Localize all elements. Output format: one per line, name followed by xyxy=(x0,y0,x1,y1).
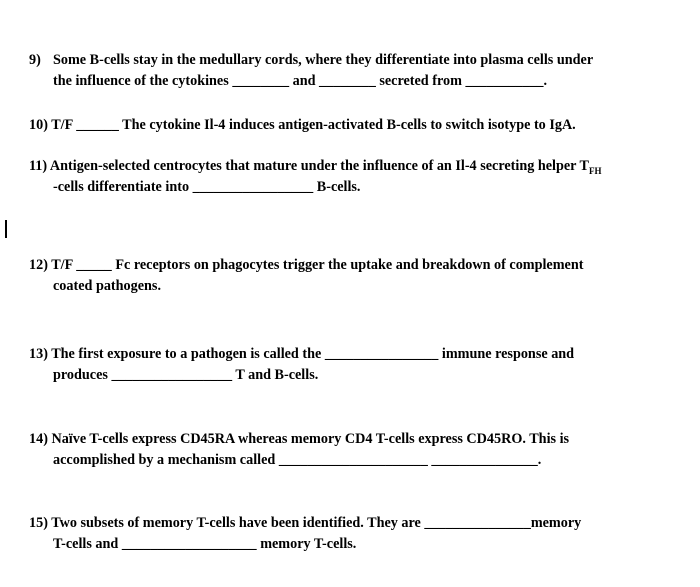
question-number: 10) xyxy=(29,117,52,133)
question-text: accomplished by a mechanism called xyxy=(53,452,279,468)
question-12-line-1 xyxy=(29,255,689,276)
answer-blank[interactable]: ___________ xyxy=(465,73,544,89)
answer-blank[interactable]: _________________ xyxy=(111,367,233,383)
question-9-line-1 xyxy=(29,50,689,71)
question-14 xyxy=(29,429,689,471)
question-text: memory xyxy=(530,515,582,531)
question-text: T-cells and xyxy=(53,536,122,552)
question-text: immune response and xyxy=(438,346,575,362)
question-text: Antigen-selected centrocytes that mature under the influence of an Il-4 secreting helper T xyxy=(49,158,589,174)
answer-blank[interactable]: ________ xyxy=(232,73,290,89)
subscript: FH xyxy=(588,165,602,176)
question-text: produces xyxy=(53,367,112,383)
true-false-label: T/F xyxy=(51,257,77,273)
question-10-line-1 xyxy=(29,115,689,136)
question-11 xyxy=(29,156,689,198)
question-text: the influence of the cytokines xyxy=(53,73,233,89)
question-9-line-2 xyxy=(29,71,689,92)
question-text: coated pathogens. xyxy=(53,278,161,294)
answer-blank[interactable]: _______________ xyxy=(424,515,531,531)
question-11-line-1 xyxy=(29,156,689,177)
question-text: memory T-cells. xyxy=(256,536,357,552)
answer-blank[interactable]: _________________ xyxy=(192,179,314,195)
question-number: 12) xyxy=(29,257,52,273)
question-text: and xyxy=(289,73,320,89)
question-text: The cytokine Il-4 induces antigen-activated B-cells to switch isotype to IgA. xyxy=(118,117,576,133)
question-text: . xyxy=(543,73,548,89)
answer-blank[interactable]: ________ xyxy=(319,73,376,89)
question-number: 13) xyxy=(29,346,52,362)
true-false-label: T/F xyxy=(51,117,77,133)
answer-blank[interactable]: _____ xyxy=(76,257,112,273)
question-number: 14) xyxy=(29,431,52,447)
answer-blank[interactable]: ________________ xyxy=(324,346,439,362)
question-text: Fc receptors on phagocytes trigger the uptake and breakdown of complement xyxy=(111,257,584,273)
question-number: 11) xyxy=(29,158,50,174)
answer-blank[interactable]: _______________ xyxy=(431,452,538,468)
question-14-line-2 xyxy=(29,450,689,471)
text-cursor xyxy=(5,220,7,238)
question-13-line-2 xyxy=(29,365,689,386)
question-text: Two subsets of memory T-cells have been identified. They are xyxy=(51,515,425,531)
question-14-line-1 xyxy=(29,429,689,450)
question-15-line-1 xyxy=(29,513,689,534)
question-number: 9) xyxy=(29,52,41,68)
question-13 xyxy=(29,344,689,386)
question-15-line-2 xyxy=(29,534,689,555)
question-15 xyxy=(29,513,689,555)
question-10 xyxy=(29,115,689,136)
question-text: -cells differentiate into xyxy=(53,179,193,195)
question-12-line-2 xyxy=(29,276,689,297)
question-11-line-2 xyxy=(29,177,689,198)
answer-blank[interactable]: ___________________ xyxy=(121,536,257,552)
answer-blank[interactable]: ______ xyxy=(76,117,119,133)
answer-blank[interactable]: _____________________ xyxy=(278,452,428,468)
question-13-line-1 xyxy=(29,344,689,365)
question-text: B-cells. xyxy=(313,179,361,195)
question-12 xyxy=(29,255,689,297)
question-text: Naïve T-cells express CD45RA whereas memory CD4 T-cells express CD45RO. This is xyxy=(51,431,570,447)
question-text: T and B-cells. xyxy=(232,367,319,383)
question-number: 15) xyxy=(29,515,52,531)
question-text: Some B-cells stay in the medullary cords, where they differentiate into plasma cells under xyxy=(53,52,594,68)
question-9 xyxy=(29,50,689,92)
question-text: The first exposure to a pathogen is called the xyxy=(51,346,325,362)
question-text: . xyxy=(537,452,542,468)
question-text: secreted from xyxy=(375,73,466,89)
